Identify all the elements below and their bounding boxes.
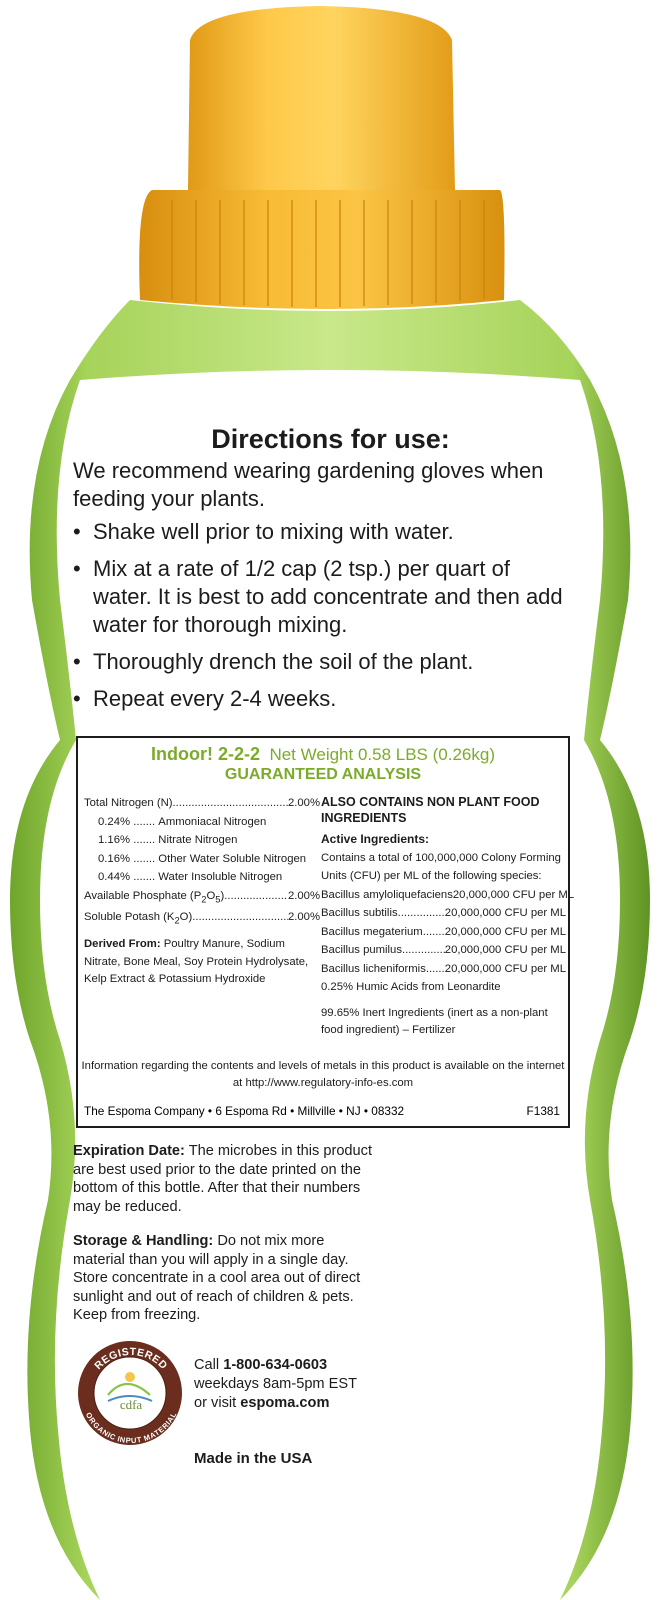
directions-intro: We recommend wearing gardening gloves when feeding your plants. bbox=[73, 458, 544, 511]
species-row: Bacillus pumilus ..... 20,000,000 CFU per ML bbox=[321, 941, 566, 960]
nutrient-row: 0.24% ....... Ammoniacal Nitrogen bbox=[98, 815, 267, 828]
nutrient-row: Total Nitrogen (N) ..... 2.00% bbox=[84, 794, 320, 813]
nutrient-row: 0.16% ....... Other Water Soluble Nitrogen bbox=[98, 852, 307, 865]
product-heading bbox=[78, 744, 568, 765]
species-row: Bacillus subtilis ..... 20,000,000 CFU per ML bbox=[321, 904, 566, 923]
svg-text:ORGANIC INPUT MATERIAL bbox=[84, 1410, 179, 1445]
nutrient-list bbox=[84, 794, 320, 989]
species-row: Bacillus amyloliquefaciens 20,000,000 CFU per ML bbox=[321, 888, 575, 901]
guaranteed-analysis-box bbox=[76, 736, 575, 1128]
website: espoma.com bbox=[240, 1395, 330, 1411]
direction-step: • Mix at a rate of 1/2 cap (2 tsp.) per quart of water. It is best to add concentrate and then add water for thorough mixing. bbox=[73, 556, 563, 637]
net-weight: Net Weight 0.58 LBS (0.26kg) bbox=[269, 745, 495, 764]
seal-center-text: cdfa bbox=[119, 1397, 143, 1412]
storage-note bbox=[73, 1232, 373, 1325]
other-ingredients bbox=[321, 794, 575, 1039]
cdfa-organic-seal bbox=[76, 1340, 186, 1450]
nutrient-row: Available Phosphate $(P_2O_5)$ ..... 2.00% bbox=[84, 887, 320, 909]
humic-acids: 0.25% Humic Acids from Leonardite bbox=[321, 981, 501, 993]
phone-number: 1-800-634-0603 bbox=[223, 1357, 328, 1373]
direction-step: • Thoroughly drench the soil of the plant. bbox=[73, 649, 474, 674]
seal-top-text: REGISTERED bbox=[92, 1345, 170, 1373]
nutrient-row: 0.44% ....... Water Insoluble Nitrogen bbox=[98, 871, 283, 883]
analysis-heading: GUARANTEED ANALYSIS bbox=[224, 766, 422, 783]
also-contains-heading: ALSO CONTAINS NON PLANT FOOD INGREDIENTS bbox=[321, 795, 540, 825]
metals-info: Information regarding the contents and levels of metals in this product is available on the internet at http://www.regulatory-info-es.com bbox=[81, 1060, 565, 1089]
species-row: Bacillus licheniformis ..... 20,000,000 CFU per ML bbox=[321, 960, 566, 979]
svg-text:REGISTERED bbox=[92, 1346, 169, 1372]
contact-hours: weekdays 8am-5pm EST bbox=[194, 1376, 358, 1392]
expiration-label: Expiration Date: bbox=[73, 1143, 185, 1159]
storage-text: Do not mix more material than you will apply in a single day. Store concentrate in a cool area out of direct sunlight and out of reach of children & pets. Keep from freezing. bbox=[73, 1233, 361, 1323]
direction-step: • Shake well prior to mixing with water. bbox=[73, 519, 454, 544]
expiration-note bbox=[73, 1142, 373, 1216]
active-ingredients-heading: Active Ingredients: bbox=[321, 832, 430, 846]
species-row: Bacillus megaterium ..... 20,000,000 CFU per ML bbox=[321, 923, 566, 942]
direction-step: • Repeat every 2-4 weeks. bbox=[73, 686, 337, 711]
directions-title: Directions for use: bbox=[211, 424, 450, 454]
company-line bbox=[84, 1104, 560, 1118]
derived-from: Derived From: Poultry Manure, Sodium Nitrate, Bone Meal, Soy Protein Hydrolysate, Kelp Extract & Potassium Hydroxide bbox=[84, 938, 309, 985]
nutrient-row: Soluble Potash $(K_2O)$ ..... 2.00% bbox=[84, 908, 320, 930]
contact-info: Call 1-800-634-0603 weekdays 8am-5pm EST or visit espoma.com bbox=[194, 1357, 358, 1411]
product-name: Indoor! 2-2-2 bbox=[150, 744, 260, 764]
nutrient-row: 1.16% ....... Nitrate Nitrogen bbox=[98, 834, 238, 846]
storage-label: Storage & Handling: bbox=[73, 1233, 214, 1249]
seal-bottom-text: ORGANIC INPUT MATERIAL bbox=[83, 1410, 179, 1446]
expiration-text: The microbes in this product are best used prior to the date printed on the bottom of this bottle. After that their numbers may be reduced. bbox=[73, 1143, 373, 1215]
made-in: Made in the USA bbox=[194, 1450, 313, 1467]
company-address: The Espoma Company • 6 Espoma Rd • Millville • NJ • 08332 bbox=[84, 1104, 405, 1118]
inert-ingredients: 99.65% Inert Ingredients (inert as a non-plant food ingredient) – Fertilizer bbox=[321, 1006, 548, 1036]
active-intro: Contains a total of 100,000,000 Colony Forming Units (CFU) per ML of the following species: bbox=[321, 851, 561, 882]
directions-steps bbox=[73, 518, 573, 722]
product-code: F1381 bbox=[526, 1104, 560, 1118]
